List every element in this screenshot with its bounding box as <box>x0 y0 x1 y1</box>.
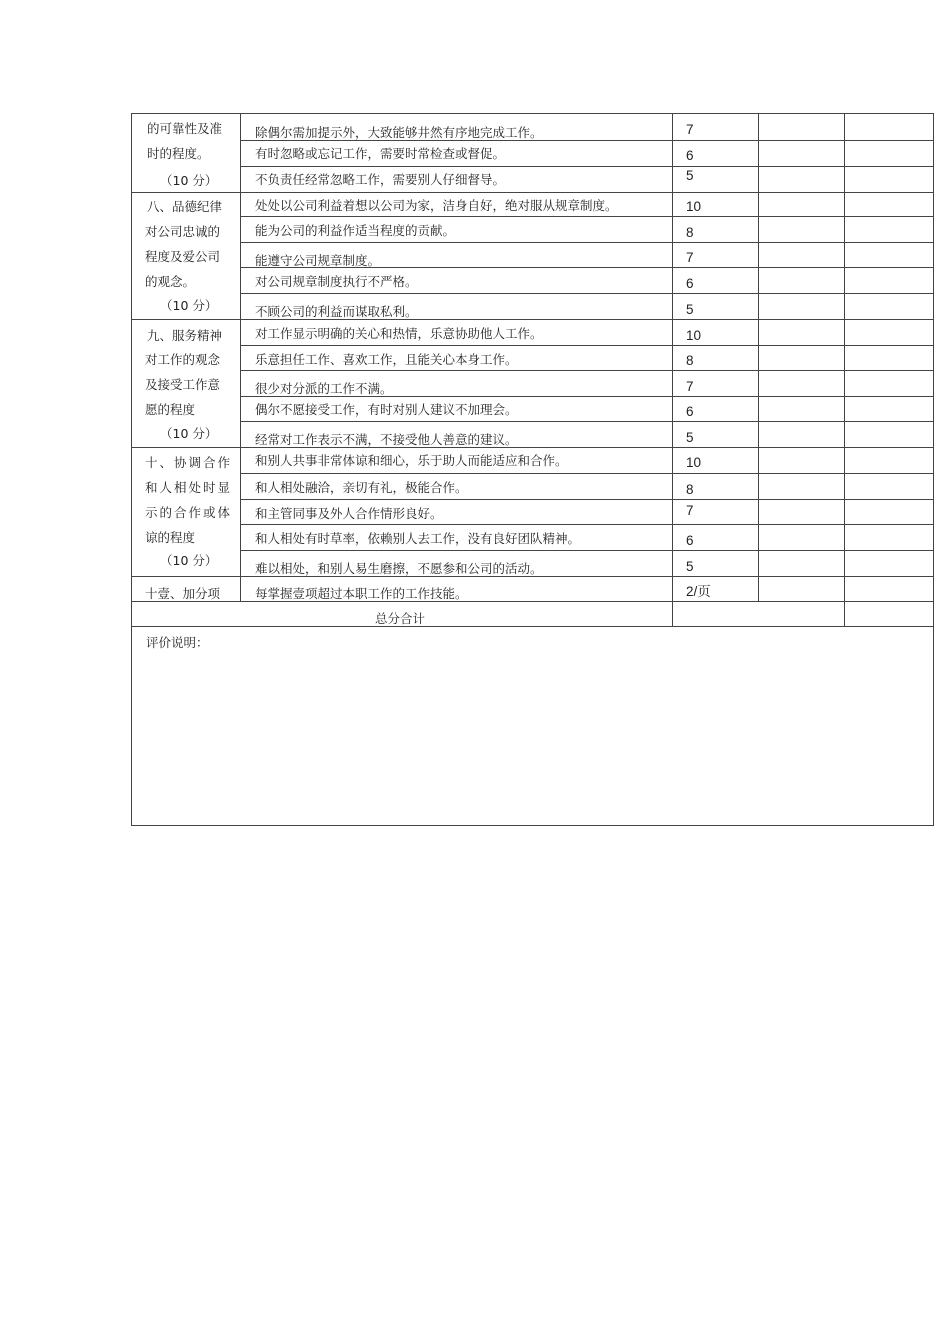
criterion-label-line: （10 分） <box>160 173 218 188</box>
criterion-score: 10 <box>686 455 702 470</box>
row-divider <box>240 242 934 243</box>
criterion-score: 7 <box>686 250 694 265</box>
criterion-description: 对工作显示明确的关心和热情，乐意协助他人工作。 <box>255 326 543 341</box>
criterion-score: 6 <box>686 533 694 548</box>
criterion-score: 6 <box>686 404 694 419</box>
criterion-score: 6 <box>686 148 694 163</box>
row-divider <box>240 293 934 294</box>
criterion-score: 7 <box>686 122 694 137</box>
criterion-label-line: 及接受工作意 <box>145 377 221 392</box>
criterion-label-line: 九、服务精神 <box>147 328 223 343</box>
table-border-right <box>933 113 934 826</box>
total-score-cell[interactable] <box>673 602 844 626</box>
row-divider <box>240 166 934 167</box>
criterion-label-line: 示的合作或体 <box>145 505 233 520</box>
criterion-score: 5 <box>686 430 694 445</box>
criterion-description: 能遵守公司规章制度。 <box>255 253 381 268</box>
row-divider <box>240 421 934 422</box>
criterion-label-line: 和人相处时显 <box>145 480 233 495</box>
criterion-score: 7 <box>686 379 694 394</box>
criterion-label-line: （10 分） <box>160 298 218 313</box>
row-divider <box>240 345 934 346</box>
criterion-description: 经常对工作表示不满，不接受他人善意的建议。 <box>255 432 518 447</box>
group-divider <box>131 626 934 627</box>
criterion-score: 10 <box>686 199 702 214</box>
comment-area[interactable] <box>132 655 932 823</box>
group-divider <box>131 319 934 320</box>
criterion-description: 每掌握壹项超过本职工作的工作技能。 <box>255 586 468 601</box>
criterion-label-line: 愿的程度 <box>145 402 196 417</box>
comment-label: 评价说明： <box>146 635 209 650</box>
criterion-score: 8 <box>686 225 694 240</box>
criterion-label-line: 时的程度。 <box>147 146 210 161</box>
total-label: 总分合计 <box>375 611 426 626</box>
criterion-label-line: 的观念。 <box>145 274 196 289</box>
criterion-description: 处处以公司利益着想以公司为家，洁身自好，绝对服从规章制度。 <box>255 198 618 213</box>
criterion-description: 有时忽略或忘记工作，需要时常检查或督促。 <box>255 146 506 161</box>
criterion-description: 偶尔不愿接受工作，有时对别人建议不加理会。 <box>255 402 518 417</box>
criterion-description: 乐意担任工作、喜欢工作，且能关心本身工作。 <box>255 352 518 367</box>
criterion-description: 和主管同事及外人合作情形良好。 <box>255 506 443 521</box>
criterion-score: 7 <box>686 503 694 518</box>
criterion-description: 和人相处融洽，亲切有礼，极能合作。 <box>255 480 468 495</box>
table-border-top <box>131 113 934 114</box>
criterion-score: 5 <box>686 302 694 317</box>
criterion-label-line: 程度及爱公司 <box>145 249 221 264</box>
criterion-description: 除偶尔需加提示外，大致能够井然有序地完成工作。 <box>255 125 543 140</box>
criterion-score: 5 <box>686 559 694 574</box>
criterion-description: 不顾公司的利益而谋取私利。 <box>255 304 418 319</box>
criterion-label-line: 十、协调合作 <box>145 455 233 470</box>
row-divider <box>240 550 934 551</box>
row-divider <box>240 524 934 525</box>
criterion-label-line: 对公司忠诚的 <box>145 224 221 239</box>
criterion-label-line: （10 分） <box>160 553 218 568</box>
criterion-score: 6 <box>686 276 694 291</box>
criterion-score: 2/页 <box>686 584 711 599</box>
criterion-label-line: 的可靠性及准 <box>147 121 223 136</box>
criterion-score: 8 <box>686 482 694 497</box>
criterion-score: 10 <box>686 328 702 343</box>
criterion-label-line: 十壹、加分项 <box>145 586 221 601</box>
table-col-divider <box>240 113 241 602</box>
criterion-description: 不负责任经常忽略工作，需要别人仔细督导。 <box>255 172 506 187</box>
row-divider <box>240 370 934 371</box>
criterion-label-line: 对工作的观念 <box>145 352 221 367</box>
criterion-description: 对公司规章制度执行不严格。 <box>255 274 418 289</box>
row-divider <box>240 473 934 474</box>
criterion-description: 和人相处有时草率，依赖别人去工作，没有良好团队精神。 <box>255 531 581 546</box>
criterion-label-line: （10 分） <box>160 426 218 441</box>
row-divider <box>240 216 934 217</box>
criterion-label-line: 谅的程度 <box>145 530 196 545</box>
criterion-score: 8 <box>686 353 694 368</box>
table-col-divider <box>758 113 759 602</box>
group-divider <box>131 447 934 448</box>
table-border-bottom <box>131 825 934 826</box>
criterion-description: 难以相处，和别人易生磨擦，不愿参和公司的活动。 <box>255 561 543 576</box>
criterion-description: 能为公司的利益作适当程度的贡献。 <box>255 223 456 238</box>
row-divider <box>240 499 934 500</box>
group-divider <box>131 192 934 193</box>
criterion-score: 5 <box>686 168 694 183</box>
criterion-label-line: 八、品德纪律 <box>147 199 223 214</box>
criterion-description: 和别人共事非常体谅和细心，乐于助人而能适应和合作。 <box>255 453 568 468</box>
criterion-description: 很少对分派的工作不满。 <box>255 381 393 396</box>
